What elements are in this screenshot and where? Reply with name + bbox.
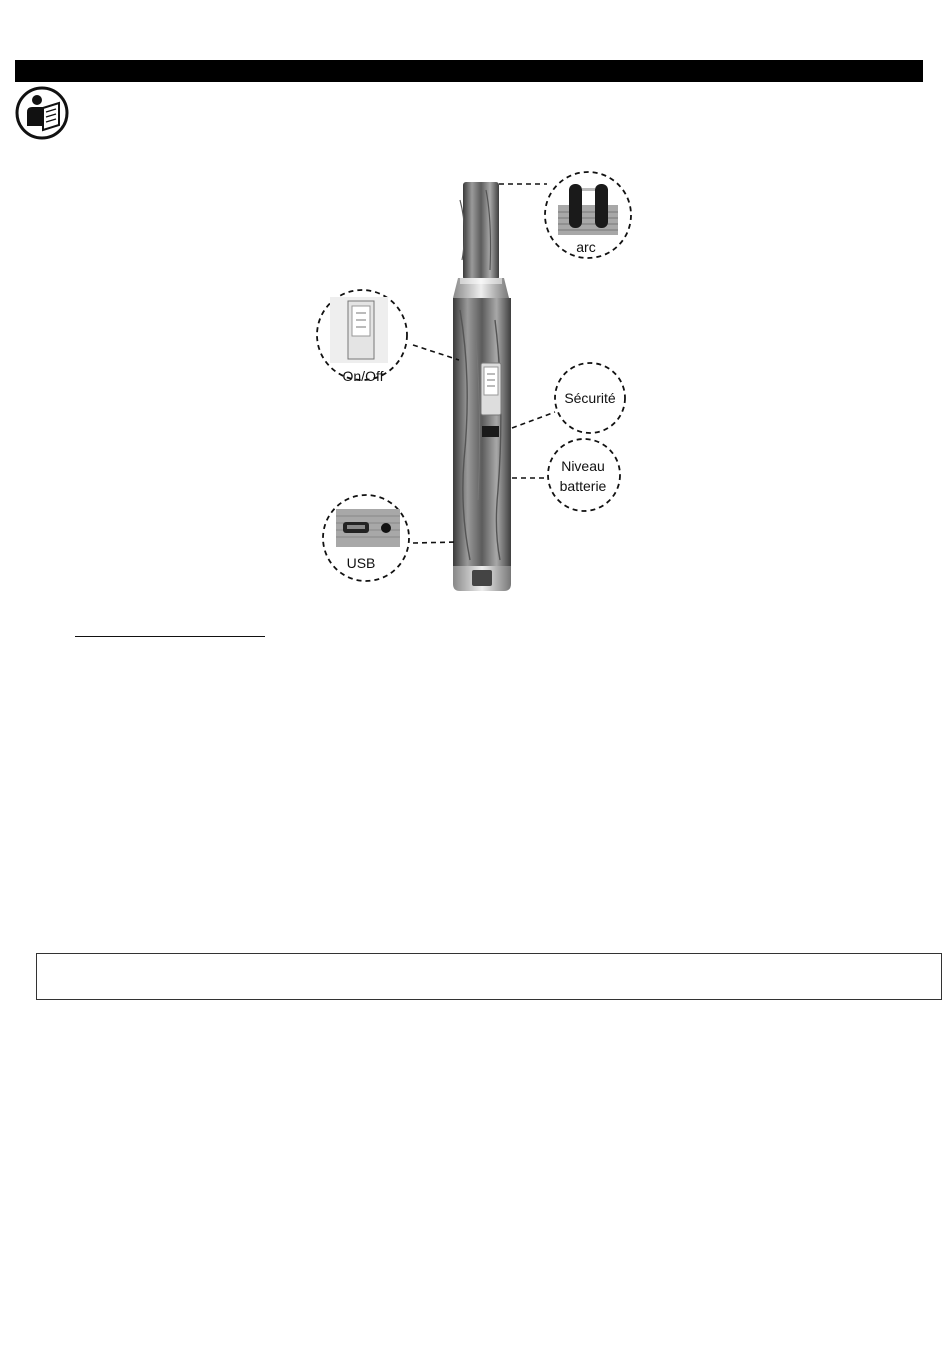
header-bar: [15, 60, 923, 82]
battery-level-label-line2: batterie: [559, 478, 607, 494]
lighter-body: [453, 182, 511, 591]
on-off-label: On/Off: [342, 368, 384, 384]
notice-box: [36, 953, 942, 1000]
read-manual-icon: [13, 86, 73, 140]
arc-label: arc: [576, 239, 596, 255]
usb-label: USB: [346, 555, 376, 571]
securite-label: Sécurité: [564, 390, 616, 406]
battery-level-label-line1: Niveau: [561, 458, 605, 474]
battery-level-callout: [548, 439, 620, 511]
section-underline: [75, 636, 265, 637]
